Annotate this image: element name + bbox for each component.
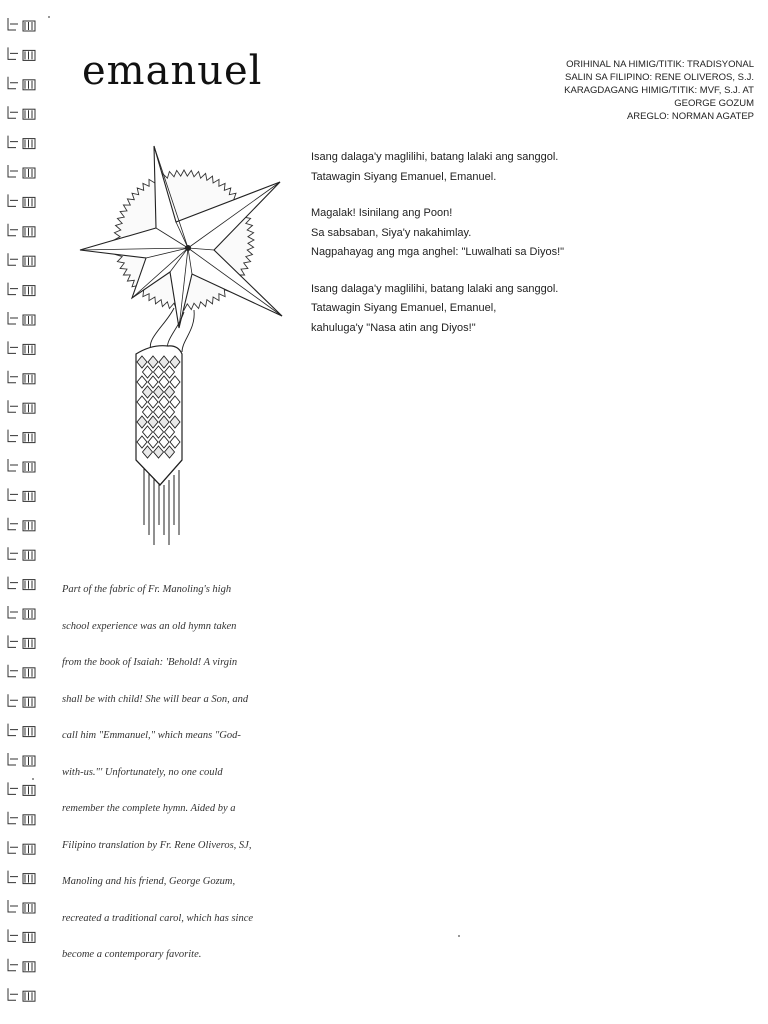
lyric-line: Tatawagin Siyang Emanuel, Emanuel, xyxy=(311,302,497,314)
song-lyrics xyxy=(311,148,564,355)
story-line: school experience was an old hymn taken xyxy=(62,620,237,632)
story-line: recreated a traditional carol, which has since xyxy=(62,912,254,924)
credit-line: GEORGE GOZUM xyxy=(674,98,754,109)
parol-star-lantern-icon xyxy=(74,140,294,555)
lyrics-stanza xyxy=(311,148,564,187)
lyric-line: Isang dalaga'y maglilihi, batang lalaki ang sanggol. xyxy=(311,151,559,163)
lyric-line: Isang dalaga'y maglilihi, batang lalaki ang sanggol. xyxy=(311,282,559,295)
story-line: Part of the fabric of Fr. Manoling's high xyxy=(62,584,232,595)
song-credits xyxy=(564,58,754,123)
lyric-line: kahuluga'y "Nasa atin ang Diyos!" xyxy=(311,321,476,334)
lyric-line: Magalak! Isinilang ang Poon! xyxy=(311,207,453,219)
song-story xyxy=(62,580,287,982)
lyrics-stanza xyxy=(311,280,564,339)
scan-speck xyxy=(458,935,460,937)
story-line: call him "Emmanuel," which means "God- xyxy=(62,730,241,741)
spiral-binding-icon xyxy=(6,8,42,1008)
story-line: Filipino translation by Fr. Rene Oliveros, SJ, xyxy=(62,839,252,851)
lyric-line: Nagpahayag ang mga anghel: "Luwalhati sa Diyos!" xyxy=(311,246,565,258)
credit-line: KARAGDAGANG HIMIG/TITIK: MVF, S.J. AT xyxy=(564,85,754,96)
story-line: with-us."' Unfortunately, no one could xyxy=(62,766,223,778)
story-line: remember the complete hymn. Aided by a xyxy=(62,803,236,814)
lyric-line: Sa sabsaban, Siya'y nakahimlay. xyxy=(311,226,472,239)
story-line: from the book of Isaiah: 'Behold! A virgin xyxy=(62,657,238,668)
story-line: become a contemporary favorite. xyxy=(62,949,202,960)
scan-speck xyxy=(48,16,50,18)
lyric-line: Tatawagin Siyang Emanuel, Emanuel. xyxy=(311,170,497,183)
story-line: shall be with child! She will bear a Son, and xyxy=(62,693,249,705)
credit-line: ORIHINAL NA HIMIG/TITIK: TRADISYONAL xyxy=(566,59,754,70)
credit-line: SALIN SA FILIPINO: RENE OLIVEROS, S.J. xyxy=(564,72,754,83)
page-title: emanuel xyxy=(82,48,263,94)
story-line: Manoling and his friend, George Gozum, xyxy=(62,876,236,887)
lyrics-stanza xyxy=(311,204,564,263)
scan-speck xyxy=(32,778,34,780)
credit-line: AREGLO: NORMAN AGATEP xyxy=(626,111,754,122)
